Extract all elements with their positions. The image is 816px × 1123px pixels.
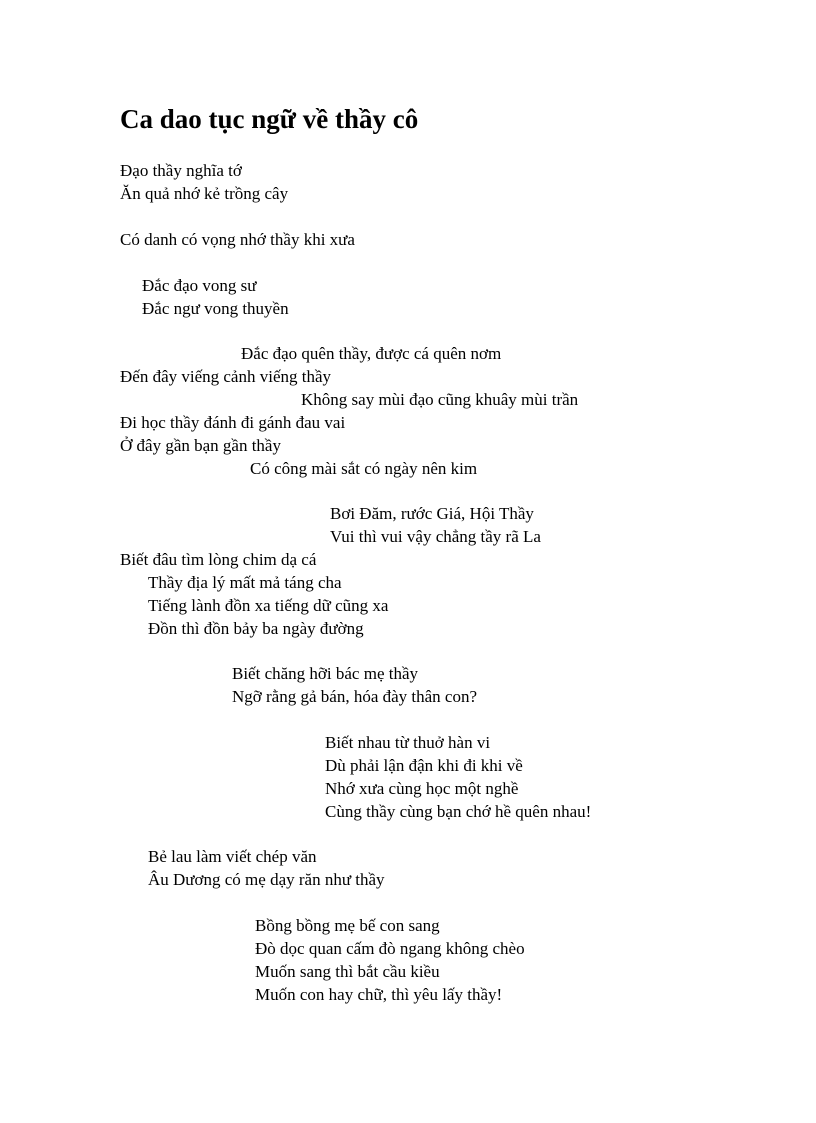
verse-line: Âu Dương có mẹ dạy răn như thầy bbox=[148, 870, 385, 889]
verse-line: Biết chăng hỡi bác mẹ thầy bbox=[232, 664, 419, 683]
verse-line: Đi học thầy đánh đi gánh đau vai bbox=[120, 413, 346, 432]
verse-line: Dù phải lận đận khi đi khi về bbox=[325, 756, 523, 775]
verse-line: Đến đây viếng cảnh viếng thầy bbox=[120, 367, 332, 386]
verse-line: Muốn con hay chữ, thì yêu lấy thầy! bbox=[255, 985, 503, 1004]
verse-line: Ngỡ rằng gả bán, hóa đày thân con? bbox=[232, 687, 478, 706]
verse-line: Đắc đạo quên thầy, được cá quên nơm bbox=[241, 344, 502, 363]
verse-line: Ăn quả nhớ kẻ trồng cây bbox=[120, 184, 289, 203]
verse-line: Đồn thì đồn bảy ba ngày đường bbox=[148, 619, 364, 638]
verse-line: Vui thì vui vậy chẳng tầy rã La bbox=[330, 527, 541, 546]
verse-line: Muốn sang thì bắt cầu kiều bbox=[255, 962, 440, 981]
verse-line: Đò dọc quan cấm đò ngang không chèo bbox=[255, 939, 525, 958]
verse-line: Biết nhau từ thuở hàn vi bbox=[325, 733, 491, 752]
verse-line: Thầy địa lý mất mả táng cha bbox=[148, 573, 342, 592]
verse-line: Cùng thầy cùng bạn chớ hề quên nhau! bbox=[325, 802, 592, 821]
page-title: Ca dao tục ngữ về thầy cô bbox=[120, 104, 419, 134]
verse-line: Bơi Đăm, rước Giá, Hội Thầy bbox=[330, 504, 534, 523]
verse-line: Bẻ lau làm viết chép văn bbox=[148, 847, 317, 866]
verse-line: Có danh có vọng nhớ thầy khi xưa bbox=[120, 230, 355, 249]
verse-line: Tiếng lành đồn xa tiếng dữ cũng xa bbox=[148, 596, 389, 615]
verse-line: Có công mài sắt có ngày nên kim bbox=[250, 459, 478, 478]
verse-line: Đạo thầy nghĩa tớ bbox=[120, 161, 242, 180]
verse-line: Đắc đạo vong sư bbox=[142, 276, 257, 295]
verse-line: Biết đâu tìm lòng chim dạ cá bbox=[120, 550, 317, 569]
verse-line: Ở đây gần bạn gần thầy bbox=[120, 436, 281, 455]
verse-line: Đắc ngư vong thuyền bbox=[142, 299, 289, 318]
verse-line: Không say mùi đạo cũng khuây mùi trần bbox=[301, 390, 579, 409]
verse-line: Bồng bồng mẹ bế con sang bbox=[255, 916, 440, 935]
verse-line: Nhớ xưa cùng học một nghề bbox=[325, 779, 519, 798]
